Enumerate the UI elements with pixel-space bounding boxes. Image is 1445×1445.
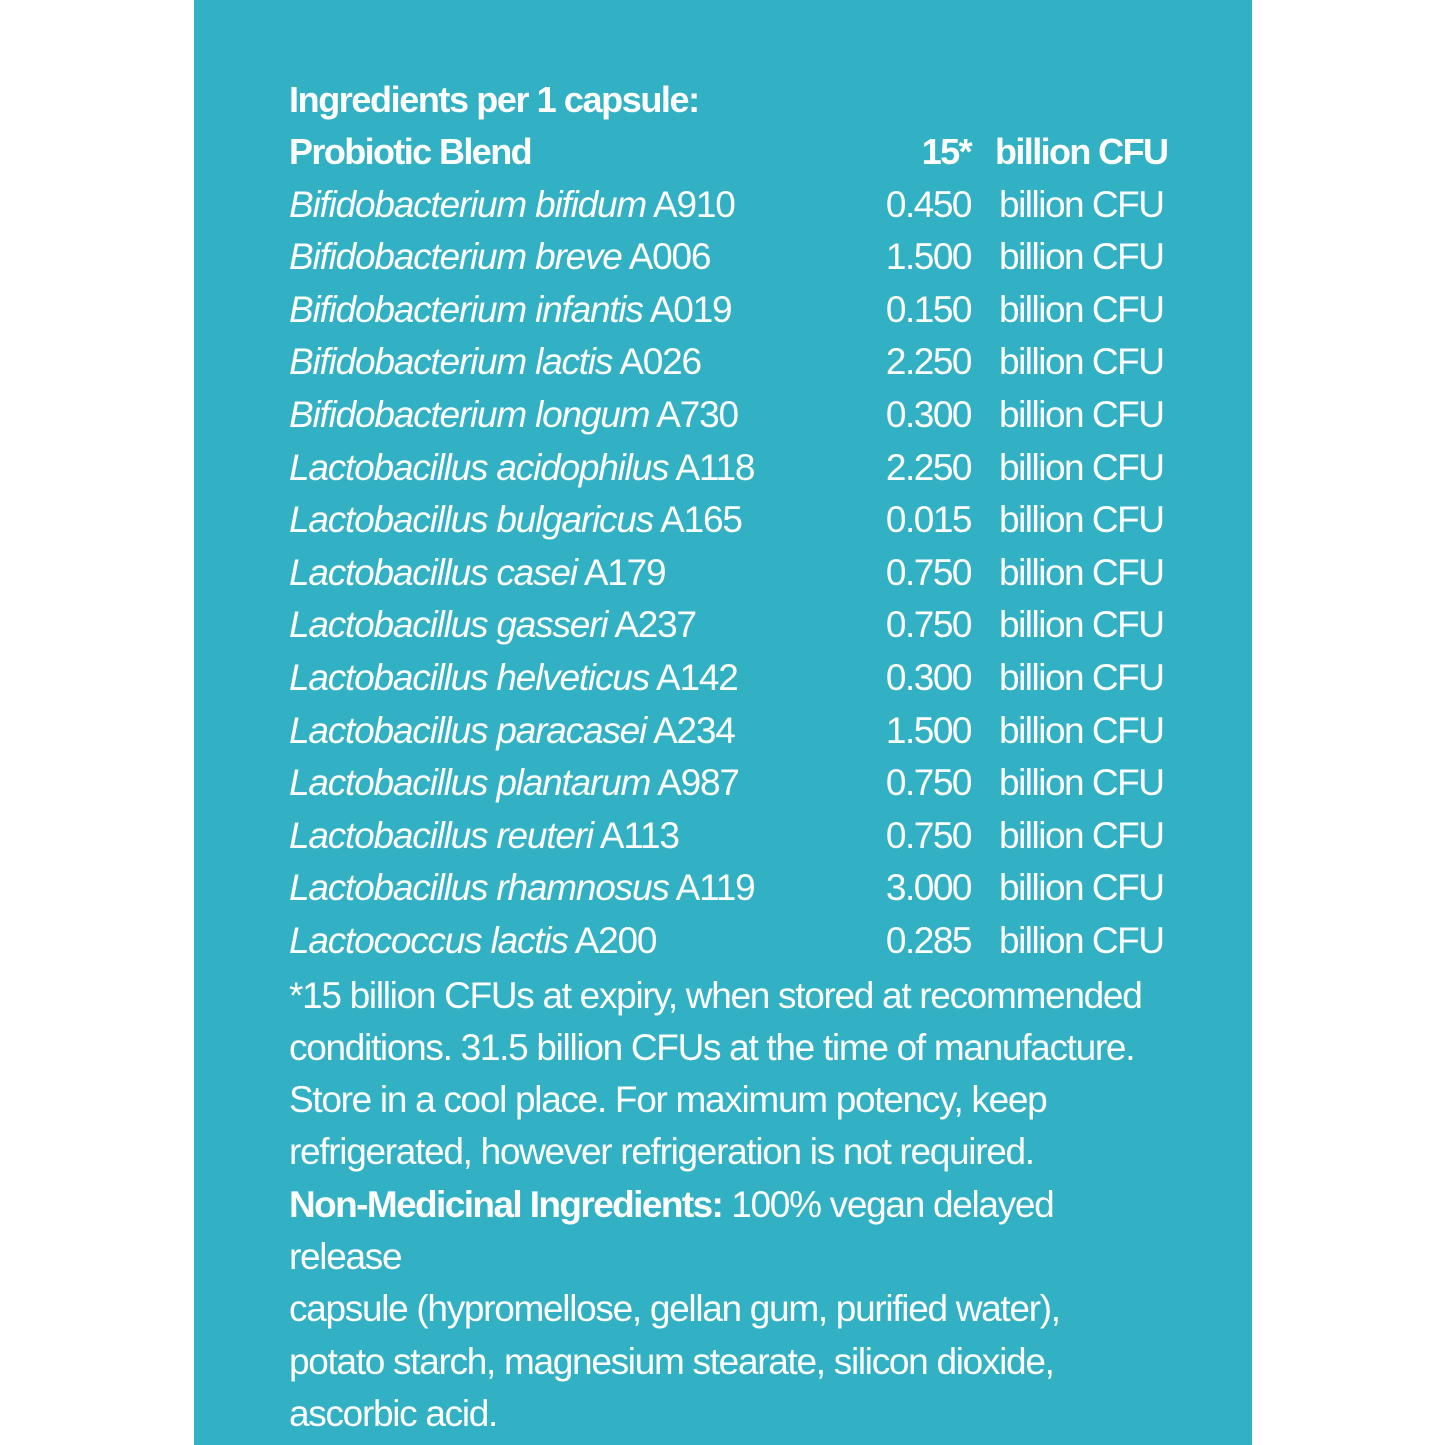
ingredient-strain: A234 [653,709,735,751]
ingredient-row [289,599,1169,652]
footnote-line: conditions. 31.5 billion CFUs at the time of manufacture. [289,1026,1135,1068]
footnote-line: refrigerated, however refrigeration is not required. [289,1131,1034,1173]
ingredients-heading: Ingredients per 1 capsule: [289,79,699,120]
ingredient-strain: A026 [619,341,701,383]
ingredient-strain: A179 [583,551,666,593]
ingredient-strain: A987 [657,762,739,804]
ingredient-name [289,389,849,442]
ingredient-species: Lactobacillus acidophilus [289,446,669,488]
non-medicinal-first-line [289,1179,1169,1284]
ingredient-name [289,810,849,863]
ingredient-row [289,336,1169,389]
ingredient-species: Lactobacillus bulgaricus [289,499,654,541]
ingredient-strain: A200 [574,919,657,961]
ingredient-unit: billion CFU [999,656,1164,698]
ingredient-name [289,442,849,495]
ingredient-name [289,336,849,389]
ingredient-species: Bifidobacterium lactis [289,341,613,383]
footnote-line: Store in a cool place. For maximum potency, keep [289,1079,1047,1121]
ingredient-unit: billion CFU [999,709,1164,751]
ingredient-species: Lactobacillus plantarum [289,762,651,804]
ingredient-row [289,389,1169,442]
ingredient-name [289,179,849,232]
ingredient-strain: A237 [614,604,696,646]
ingredient-unit: billion CFU [999,446,1164,488]
probiotic-blend-row [289,126,1169,179]
ingredient-name [289,915,849,968]
ingredient-unit: billion CFU [999,341,1164,383]
ingredient-unit: billion CFU [999,919,1164,961]
ingredient-unit: billion CFU [999,288,1164,330]
ingredient-amount: 1.500 [885,709,971,751]
ingredient-name [289,705,849,758]
footnote [289,970,1169,1441]
ingredient-row [289,862,1169,915]
ingredient-amount: 0.285 [885,919,971,961]
ingredient-amount: 0.750 [885,762,971,804]
ingredient-list [289,179,1169,968]
non-medicinal-line: potato starch, magnesium stearate, silicon dioxide, [289,1340,1054,1382]
ingredient-unit: billion CFU [999,183,1164,225]
ingredient-amount: 0.750 [885,814,971,856]
ingredient-row [289,547,1169,600]
ingredient-unit: billion CFU [999,814,1164,856]
ingredient-strain: A119 [675,867,755,909]
ingredient-species: Bifidobacterium bifidum [289,183,646,225]
ingredient-unit: billion CFU [999,604,1164,646]
non-medicinal-line: ascorbic acid. [289,1392,498,1434]
ingredient-species: Lactobacillus helveticus [289,656,649,698]
ingredient-name [289,862,849,915]
ingredient-row [289,179,1169,232]
ingredient-amount: 0.450 [885,183,971,225]
ingredient-species: Bifidobacterium infantis [289,288,643,330]
ingredient-amount: 0.300 [885,393,971,435]
ingredient-amount: 0.150 [885,288,971,330]
ingredient-strain: A165 [660,499,742,541]
ingredient-strain: A142 [655,656,738,698]
ingredient-row [289,231,1169,284]
ingredient-strain: A006 [628,236,711,278]
ingredient-name [289,547,849,600]
ingredient-amount: 0.300 [885,656,971,698]
ingredient-species: Lactobacillus reuteri [289,814,593,856]
ingredient-strain: A910 [653,183,735,225]
ingredient-unit: billion CFU [999,762,1164,804]
ingredient-unit: billion CFU [999,499,1164,541]
ingredient-unit: billion CFU [999,867,1164,909]
ingredient-amount: 0.750 [885,604,971,646]
ingredient-row [289,810,1169,863]
ingredients-label [289,74,1169,1440]
ingredient-row [289,284,1169,337]
ingredient-amount: 2.250 [885,446,971,488]
ingredient-unit: billion CFU [999,551,1164,593]
ingredient-unit: billion CFU [999,236,1164,278]
ingredient-strain: A113 [599,814,679,856]
non-medicinal-label: Non-Medicinal Ingredients: [289,1183,723,1225]
ingredient-species: Lactobacillus paracasei [289,709,647,751]
non-medicinal-line: capsule (hypromellose, gellan gum, purified water), [289,1288,1060,1330]
non-medicinal-text: 100% vegan delayed release [289,1183,1054,1277]
ingredient-row [289,652,1169,705]
ingredient-species: Bifidobacterium longum [289,393,650,435]
ingredient-name [289,231,849,284]
ingredient-amount: 0.750 [885,551,971,593]
blend-amount: 15* [921,131,971,172]
ingredient-row [289,494,1169,547]
ingredient-name [289,652,849,705]
ingredient-row [289,705,1169,758]
ingredient-species: Lactobacillus gasseri [289,604,608,646]
ingredient-strain: A019 [649,288,732,330]
ingredient-strain: A118 [675,446,755,488]
blend-name: Probiotic Blend [289,131,532,172]
ingredient-species: Lactococcus lactis [289,919,568,961]
ingredient-name [289,599,849,652]
ingredient-name [289,284,849,337]
ingredient-amount: 2.250 [885,341,971,383]
ingredient-row [289,915,1169,968]
ingredient-species: Lactobacillus casei [289,551,577,593]
ingredient-amount: 0.015 [885,499,971,541]
ingredient-strain: A730 [656,393,738,435]
ingredient-row [289,757,1169,810]
ingredient-name [289,757,849,810]
ingredient-species: Bifidobacterium breve [289,236,622,278]
ingredient-unit: billion CFU [999,393,1164,435]
ingredient-name [289,494,849,547]
ingredient-row [289,442,1169,495]
ingredient-species: Lactobacillus rhamnosus [289,867,669,909]
ingredient-amount: 3.000 [885,867,971,909]
blend-unit: billion CFU [995,131,1168,172]
ingredient-amount: 1.500 [885,236,971,278]
footnote-line: *15 billion CFUs at expiry, when stored at recommended [289,974,1142,1016]
